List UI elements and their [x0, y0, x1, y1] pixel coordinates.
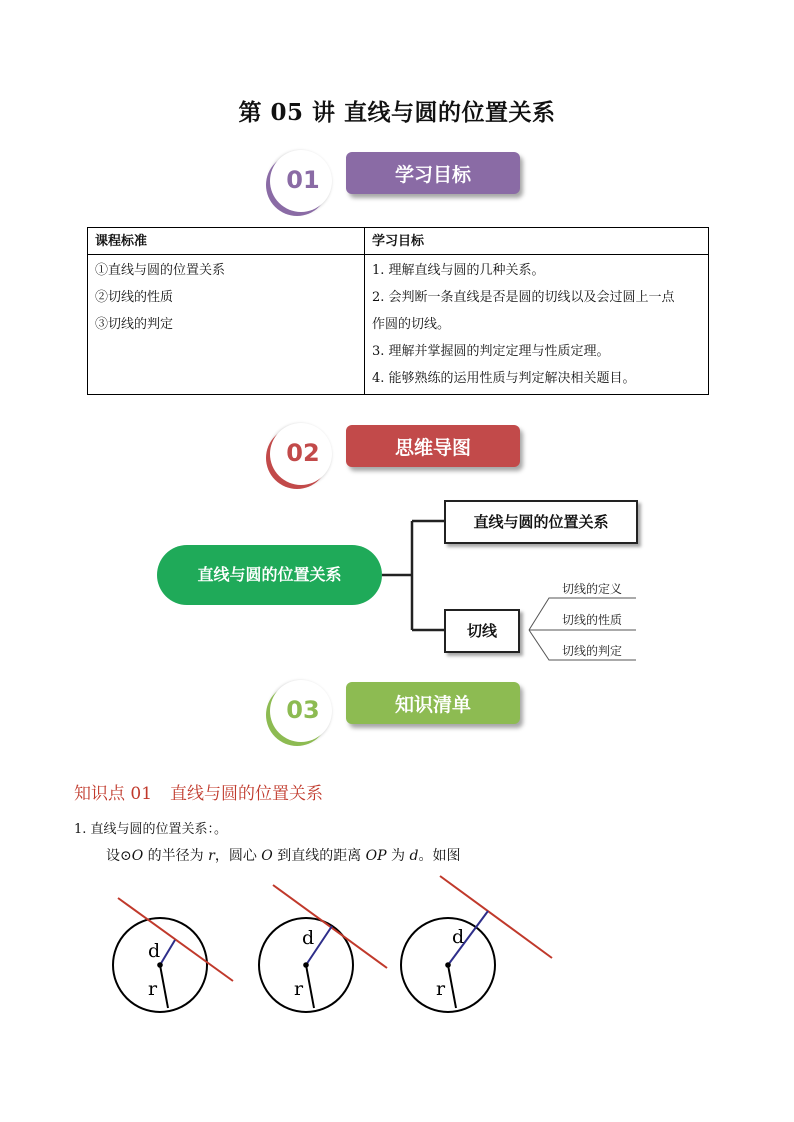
- intro-text: 到直线的距离: [272, 848, 366, 864]
- objective-item: 1. 理解直线与圆的几种关系。: [372, 263, 545, 278]
- intro-text: 。如图: [418, 848, 461, 864]
- intro-text: 为: [386, 848, 410, 864]
- intro-text: ，圆心: [214, 848, 262, 864]
- table-header-standard: 课程标准: [88, 228, 365, 255]
- knowledge-item: 1. 直线与圆的位置关系：。: [74, 822, 228, 837]
- standard-item: ②切线的性质: [95, 290, 174, 305]
- knowledge-point-title: [74, 779, 323, 804]
- objective-item: 3. 理解并掌握圆的判定定理与性质定理。: [372, 344, 610, 359]
- mind-map-branch-tangent: 切线: [444, 609, 520, 653]
- intro-var: OP: [365, 848, 387, 864]
- label-d: d: [148, 940, 161, 962]
- intro-var: d: [409, 848, 419, 864]
- knowledge-point-number: 知识点 01: [74, 784, 153, 804]
- objective-item: 2. 会判断一条直线是否是圆的切线以及会过圆上一点: [372, 290, 675, 305]
- section-number: 03: [286, 696, 320, 724]
- knowledge-point-text: 直线与圆的位置关系: [170, 784, 324, 804]
- intro-var: O: [261, 848, 273, 864]
- intro-text: 设⊙: [106, 848, 132, 864]
- mind-map-leaf-definition: 切线的定义: [562, 582, 623, 596]
- label-r: r: [294, 978, 304, 1000]
- intro-text: 的半径为: [143, 848, 209, 864]
- mind-map-root: 直线与圆的位置关系: [157, 545, 382, 605]
- mind-map-leaf-property: 切线的性质: [562, 613, 623, 627]
- page-title: 第 05 讲 直线与圆的位置关系: [238, 99, 556, 126]
- label-r: r: [148, 978, 158, 1000]
- label-r: r: [436, 978, 446, 1000]
- table-header-objective: 学习目标: [365, 228, 709, 255]
- section-number: 01: [286, 166, 320, 194]
- section-header-knowledge: [270, 680, 530, 742]
- figure-intersecting: [113, 898, 233, 1012]
- intro-var: O: [131, 848, 144, 864]
- label-d: d: [302, 927, 315, 949]
- figure-tangent: [259, 885, 387, 1012]
- objective-item: 4. 能够熟练的运用性质与判定解决相关题目。: [372, 371, 636, 386]
- circle-line-figures: [100, 865, 570, 1015]
- section-label-bar: [346, 682, 520, 724]
- section-label: 知识清单: [394, 694, 471, 716]
- knowledge-intro: [106, 845, 460, 865]
- label-d: d: [452, 926, 465, 948]
- intro-var: r: [208, 848, 215, 864]
- section-label: 思维导图: [394, 437, 471, 459]
- mind-map-leaf-judgement: 切线的判定: [562, 644, 623, 658]
- section-number: 02: [286, 439, 320, 467]
- standard-item: ③切线的判定: [95, 317, 174, 332]
- objective-item: 作圆的切线。: [372, 317, 451, 332]
- section-label: 学习目标: [394, 164, 471, 186]
- mind-map-branch-position: 直线与圆的位置关系: [444, 500, 638, 544]
- standard-item: ①直线与圆的位置关系: [95, 263, 226, 278]
- figure-separate: [401, 876, 552, 1012]
